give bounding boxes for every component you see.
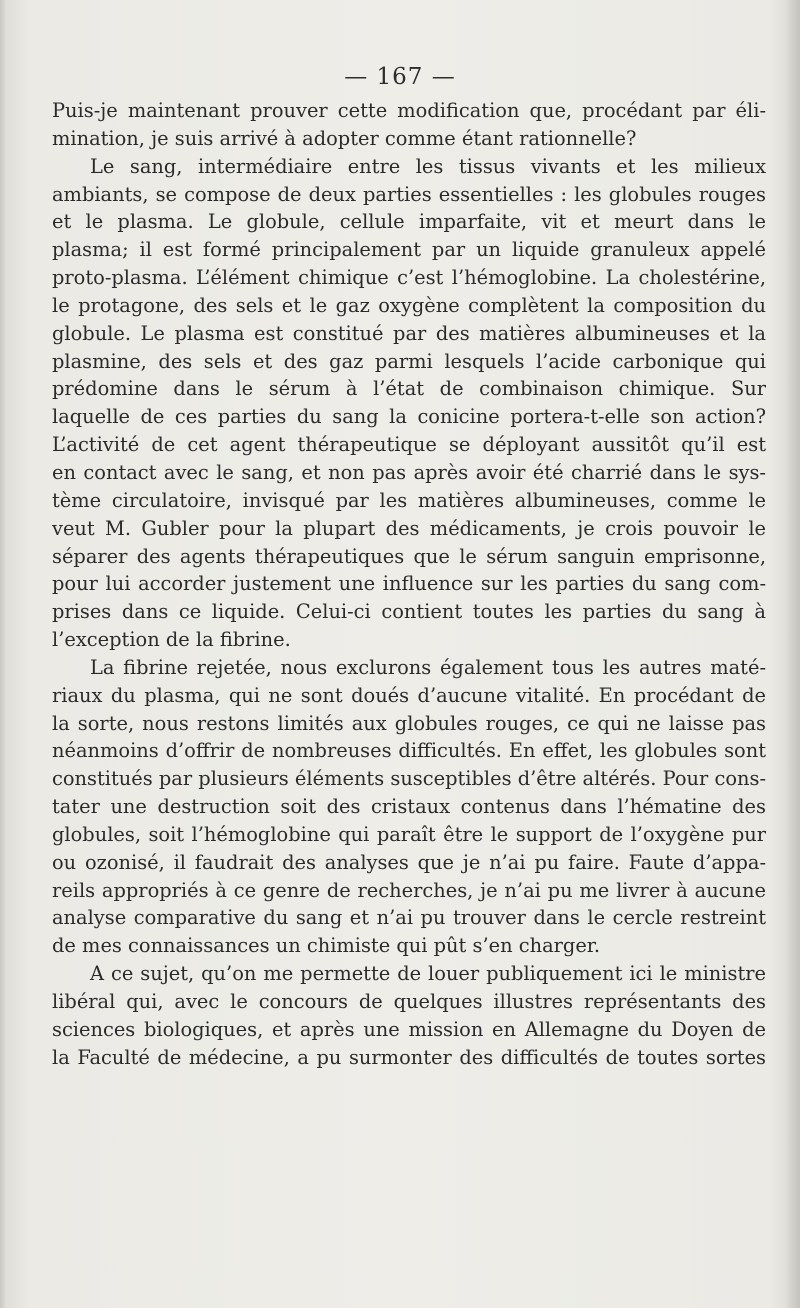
text-line: pour lui accorder justement une influence sur les parties du sang com-: [52, 572, 766, 596]
text-line: libéral qui, avec le concours de quelques illustres représentants des: [52, 990, 766, 1013]
text-line: de mes connaissances un chimiste qui pût s’en charger.: [52, 934, 601, 958]
text-line: Le sang, intermédiaire entre les tissus vivants et les milieux: [90, 154, 766, 178]
text-line: A ce sujet, qu’on me permette de louer publiquement ici le ministre: [90, 962, 766, 986]
text-line: prises dans ce liquide. Celui-ci contient toutes les parties du sang à: [52, 600, 766, 624]
text-line: mination, je suis arrivé à adopter comme étant rationnelle?: [52, 126, 637, 150]
text-line: plasma; il est formé principalement par un liquide granuleux appelé: [52, 238, 766, 262]
text-line: plasmine, des sels et des gaz parmi lesquels l’acide carbonique qui: [52, 349, 766, 373]
text-line: séparer des agents thérapeutiques que le sérum sanguin emprisonne,: [52, 544, 766, 568]
text-line: constitués par plusieurs éléments susceptibles d’être altérés. Pour cons-: [52, 767, 766, 791]
text-line: ambiants, se compose de deux parties essentielles : les globules rouges: [52, 182, 766, 206]
text-line: tème circulatoire, invisqué par les matières albumineuses, comme le: [52, 488, 766, 512]
text-line: et le plasma. Le globule, cellule imparfaite, vit et meurt dans le: [52, 210, 766, 234]
text-line: en contact avec le sang, et non pas après avoir été charrié dans le sys-: [52, 460, 766, 484]
text-line: L’activité de cet agent thérapeutique se déployant aussitôt qu’il est: [52, 433, 766, 457]
text-line: analyse comparative du sang et n’ai pu trouver dans le cercle restreint: [52, 906, 766, 930]
page-right-edge-shadow: [786, 0, 800, 1308]
page-number: — 167 —: [344, 64, 456, 90]
text-line: le protagone, des sels et le gaz oxygène complètent la composition du: [52, 293, 766, 317]
text-line: globule. Le plasma est constitué par des matières albumineuses et la: [52, 321, 766, 345]
text-line: veut M. Gubler pour la plupart des médicaments, je crois pouvoir le: [52, 516, 766, 540]
text-line: proto-plasma. L’élément chimique c’est l’hémoglobine. La cholestérine,: [52, 266, 766, 290]
text-line: néanmoins d’offrir de nombreuses difficultés. En effet, les globules sont: [52, 739, 766, 763]
text-line: l’exception de la fibrine.: [52, 628, 291, 652]
body-text: [52, 97, 766, 1072]
text-line: ou ozonisé, il faudrait des analyses que je n’ai pu faire. Faute d’appa-: [52, 850, 766, 874]
page-left-edge-shadow: [0, 0, 6, 1308]
text-line: la Faculté de médecine, a pu surmonter des difficultés de toutes sortes: [52, 1045, 766, 1069]
text-line: sciences biologiques, et après une mission en Allemagne du Doyen de: [52, 1017, 766, 1041]
text-line: prédomine dans le sérum à l’état de combinaison chimique. Sur: [52, 377, 766, 401]
text-line: laquelle de ces parties du sang la conicine portera-t-elle son action?: [52, 405, 766, 429]
text-line: globules, soit l’hémoglobine qui paraît être le support de l’oxygène pur: [52, 822, 766, 846]
text-line: Puis-je maintenant prouver cette modification que, procédant par éli-: [52, 99, 766, 122]
text-line: La fibrine rejetée, nous exclurons également tous les autres maté-: [90, 655, 766, 679]
text-line: tater une destruction soit des cristaux contenus dans l’hématine des: [52, 795, 766, 819]
text-line: la sorte, nous restons limités aux globules rouges, ce qui ne laisse pas: [52, 711, 766, 735]
text-line: reils appropriés à ce genre de recherches, je n’ai pu me livrer à aucune: [52, 878, 766, 902]
text-line: riaux du plasma, qui ne sont doués d’aucune vitalité. En procédant de: [52, 683, 766, 707]
